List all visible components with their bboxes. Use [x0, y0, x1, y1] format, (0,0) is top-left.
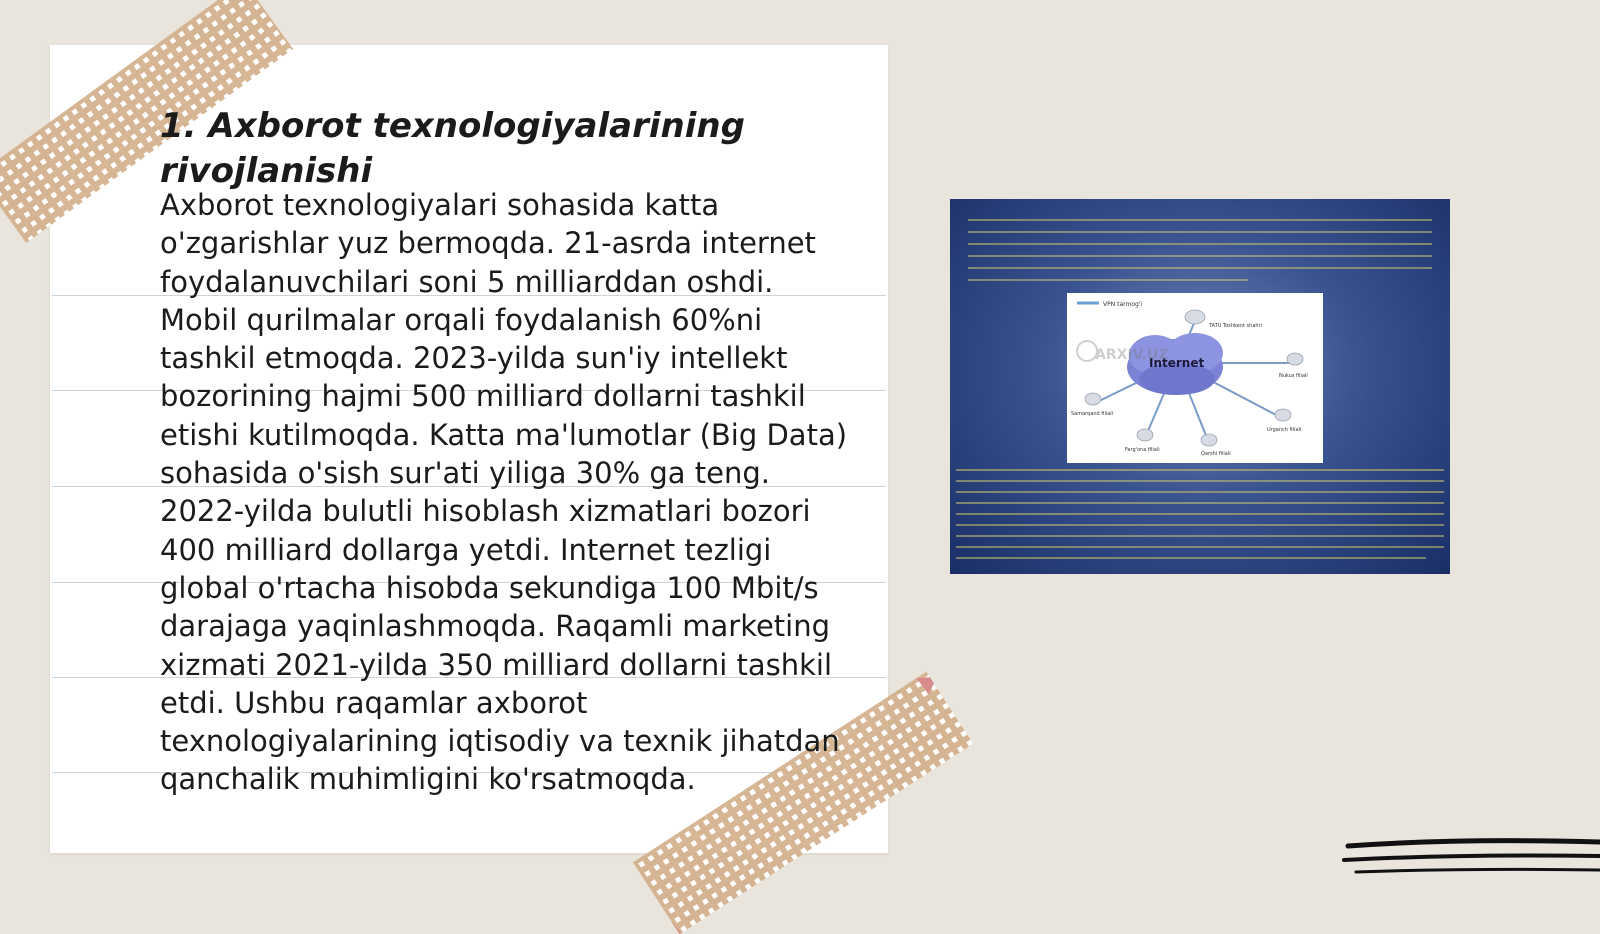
svg-text:ARXIV.UZ: ARXIV.UZ — [1095, 347, 1169, 363]
svg-text:Farg'ona filiali: Farg'ona filiali — [1125, 447, 1160, 453]
svg-text:TATU Toshkent shahri: TATU Toshkent shahri — [1209, 323, 1263, 329]
network-diagram — [1067, 293, 1323, 463]
slide-body: Axborot texnologiyalari sohasida katta o'zgarishlar yuz bermoqda. 21-asrda internet foydalanuvchilari soni 5 milliarddan oshdi. Mobil qurilmalar orqali foydalanish 60%ni tashkil etmoqda. 2023-yilda sun'iy intellekt bozorining hajmi 500 milliard dollarni tashkil etishi kutilmoqda. Katta ma'lumotlar (Big Data) sohasida o'sish sur'ati yiliga 30% ga teng. 2022-yilda bulutli hisoblash xizmatlari bozori 400 milliard dollarga yetdi. Internet tezligi global o'rtacha hisobda sekundiga 100 Mbit/s darajaga yaqinlashmoqda. Raqamli marketing xizmati 2021-yilda 350 milliard dollarni tashkil etdi. Ushbu raqamlar axborot texnologiyalarining iqtisodiy va texnik jihatdan qanchalik muhimligini ko'rsatmoqda. — [160, 188, 848, 797]
document-image — [950, 199, 1450, 574]
brush-strokes-decoration — [1340, 832, 1600, 882]
svg-text:Samarqand filiali: Samarqand filiali — [1071, 411, 1114, 417]
slide-title: 1. Axborot texnologiyalarining rivojlanishi — [160, 106, 745, 191]
svg-text:Urganch filiali: Urganch filiali — [1267, 427, 1302, 433]
diagram-title: VPN tarmog'i — [1103, 301, 1143, 308]
svg-text:Qarshi filiali: Qarshi filiali — [1201, 451, 1231, 457]
svg-text:Nukus filiali: Nukus filiali — [1279, 373, 1308, 379]
diagram-center-label: Internet — [1149, 356, 1205, 370]
